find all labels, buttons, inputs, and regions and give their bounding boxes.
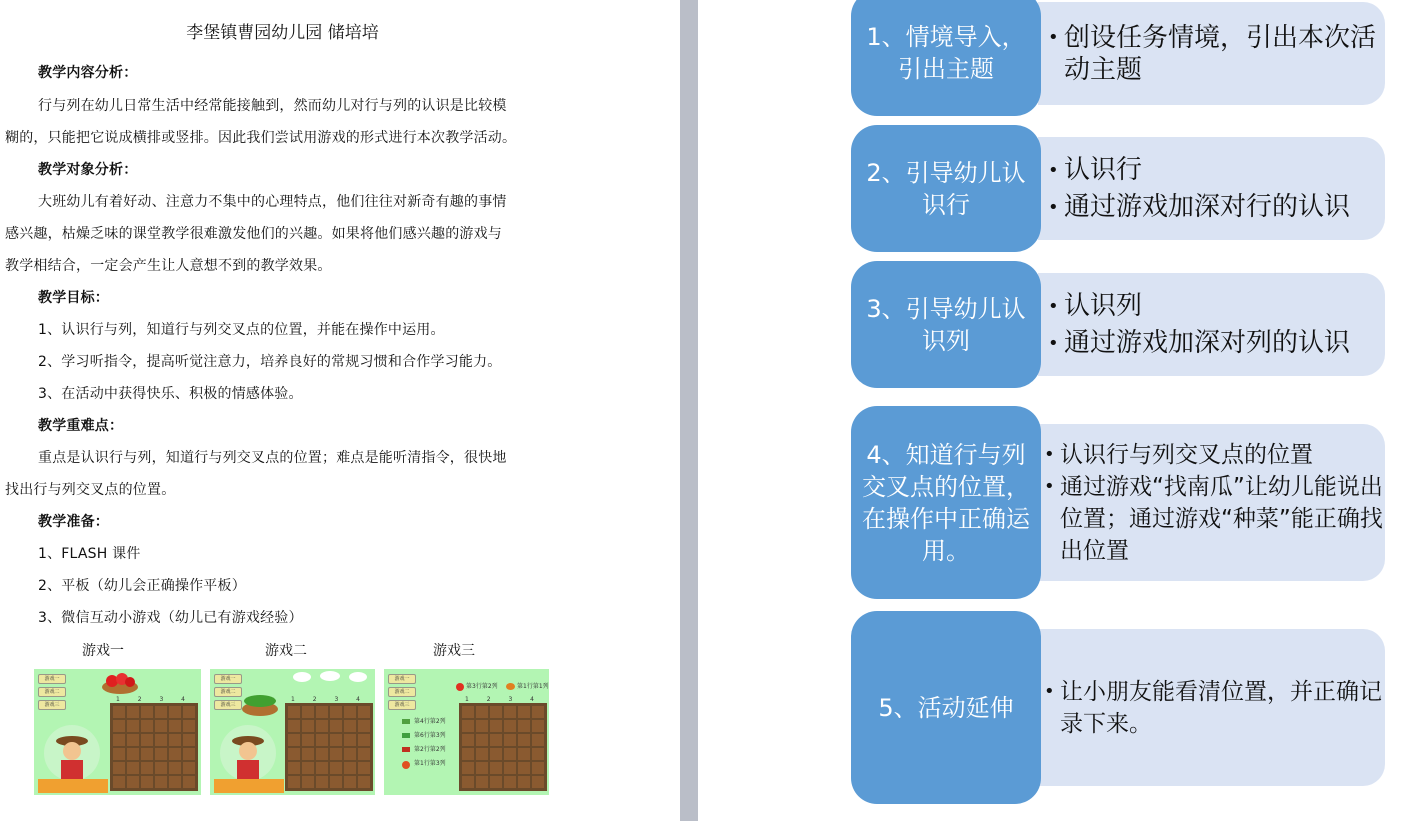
column-numbers: 1 2 3 4 [116,696,193,703]
vegetable-basket-icon [240,691,280,717]
grid-cell[interactable] [302,720,314,732]
grid-cell[interactable] [183,720,195,732]
game-caption: 游戏一 [82,643,124,659]
step-title: 4、知道行与列交叉点的位置，在操作中正确运用。 [862,440,1030,565]
cloud-icon [290,669,370,683]
game-caption: 游戏三 [433,643,475,659]
bullet-text: 通过游戏“找南瓜”让幼儿能说出位置；通过游戏“种菜”能正确找出位置 [1060,473,1383,564]
step-bullets-box [1038,137,1385,240]
grid-cell[interactable] [288,776,300,788]
bullet-item: • 认识行与列交叉点的位置 [1044,439,1385,471]
grid-cell[interactable] [113,748,125,760]
step-bullets-box [1038,629,1385,786]
grid-cell[interactable] [127,776,139,788]
grid-cell[interactable] [330,748,342,760]
grid-cell[interactable] [358,734,370,746]
grid-cell[interactable] [344,720,356,732]
paragraph-line: 大班幼儿有着好动、注意力不集中的心理特点，他们往往对新奇有趣的事情 [38,194,507,210]
grid-cell[interactable] [302,748,314,760]
grid-cell[interactable] [532,762,544,774]
grid-cell[interactable] [358,706,370,718]
grid-cell[interactable] [344,748,356,760]
grid-cell[interactable] [141,720,153,732]
grid-cell[interactable] [462,776,474,788]
bullet-item: • 通过游戏“找南瓜”让幼儿能说出位置；通过游戏“种菜”能正确找出位置 [1044,471,1385,567]
game-button: 游戏二 [38,687,66,697]
grid-cell[interactable] [518,748,530,760]
grid-cell[interactable] [490,734,502,746]
game-button: 游戏三 [214,700,242,710]
game-one-screenshot [34,669,201,795]
bullet-text: 通过游戏加深对行的认识 [1064,191,1351,222]
grid-cell[interactable] [113,706,125,718]
grid-cell[interactable] [113,734,125,746]
grid-cell[interactable] [288,748,300,760]
game-caption: 游戏二 [265,643,307,659]
grid-cell[interactable] [141,706,153,718]
grid-cell[interactable] [288,720,300,732]
grid-cell[interactable] [490,776,502,788]
grid-cell[interactable] [504,748,516,760]
grid-cell[interactable] [504,734,516,746]
grid-cell[interactable] [330,706,342,718]
grid-cell[interactable] [169,720,181,732]
grid-cell[interactable] [155,776,167,788]
grid-cell[interactable] [316,762,328,774]
game-grid [459,703,547,791]
grid-cell[interactable] [344,706,356,718]
grid-cell[interactable] [183,762,195,774]
list-item: 1、FLASH 课件 [38,546,141,562]
grid-cell[interactable] [476,748,488,760]
paragraph-line: 感兴趣，枯燥乏味的课堂教学很难激发他们的兴趣。如果将他们感兴趣的游戏与 [5,226,502,242]
bullet-text: 认识列 [1064,290,1143,321]
list-item: 1、认识行与列，知道行与列交叉点的位置，并能在操作中运用。 [38,322,445,338]
bullet-text: 认识行与列交叉点的位置 [1060,441,1313,468]
bullet-item: • 通过游戏加深对列的认识 [1048,325,1385,362]
grid-cell[interactable] [169,748,181,760]
document-title: 李堡镇曹园幼儿园 储培培 [186,23,379,43]
list-item: 2、平板（幼儿会正确操作平板） [38,578,246,594]
step-title: 2、引导幼儿认识行 [866,158,1026,219]
bullet-item: • 认识行 [1048,152,1385,189]
game-grid [285,703,373,791]
grid-cell[interactable] [169,762,181,774]
grid-cell[interactable] [504,706,516,718]
grid-cell[interactable] [476,734,488,746]
step-title-box [851,125,1041,252]
grid-cell[interactable] [127,762,139,774]
grid-cell[interactable] [127,734,139,746]
grid-cell[interactable] [183,776,195,788]
grid-cell[interactable] [358,776,370,788]
task-label: 第4行第2列 [414,718,446,725]
grid-cell[interactable] [302,706,314,718]
farmer-icon [210,719,288,795]
step-title-box [851,406,1041,599]
bullet-item: • 让小朋友能看清位置，并正确记录下来。 [1044,676,1385,740]
pumpkin-icon [506,683,515,690]
grid-cell[interactable] [169,776,181,788]
step-title: 3、引导幼儿认识列 [866,294,1026,355]
grid-cell[interactable] [518,776,530,788]
game-button: 游戏三 [388,700,416,710]
grid-cell[interactable] [316,720,328,732]
bullet-text: 创设任务情境，引出本次活动主题 [1064,22,1377,85]
grid-cell[interactable] [155,706,167,718]
game-two-screenshot [210,669,375,795]
task-label: 第6行第3列 [414,732,446,739]
grid-cell[interactable] [518,734,530,746]
section-heading: 教学内容分析： [38,65,138,81]
grid-cell[interactable] [462,748,474,760]
bullet-item: • 创设任务情境，引出本次活动主题 [1048,22,1385,86]
grid-cell[interactable] [302,762,314,774]
section-heading: 教学重难点： [38,418,124,434]
grid-cell[interactable] [155,762,167,774]
grid-cell[interactable] [169,706,181,718]
game-button: 游戏一 [38,674,66,684]
game-button: 游戏一 [388,674,416,684]
farmer-icon [34,719,112,795]
grid-cell[interactable] [302,776,314,788]
bullet-item: • 通过游戏加深对行的认识 [1048,189,1385,226]
game-button: 游戏二 [388,687,416,697]
vegetable-icon [402,747,410,752]
list-item: 2、学习听指令，提高听觉注意力，培养良好的常规习惯和合作学习能力。 [38,354,502,370]
grid-cell[interactable] [141,776,153,788]
paragraph-line: 行与列在幼儿日常生活中经常能接触到，然而幼儿对行与列的认识是比较模 [38,98,507,114]
section-heading: 教学对象分析： [38,162,138,178]
grid-cell[interactable] [288,734,300,746]
grid-cell[interactable] [330,720,342,732]
grid-cell[interactable] [316,734,328,746]
step-title-box [851,611,1041,804]
grid-cell[interactable] [302,734,314,746]
grid-cell[interactable] [288,762,300,774]
step-title-box [851,261,1041,388]
grid-cell[interactable] [344,734,356,746]
grid-cell[interactable] [316,776,328,788]
grid-cell[interactable] [490,748,502,760]
task-label: 第1行第3列 [414,760,446,767]
lesson-flow-diagram [698,0,1404,821]
grid-cell[interactable] [462,762,474,774]
game-button: 游戏三 [38,700,66,710]
grid-cell[interactable] [127,748,139,760]
list-item: 3、在活动中获得快乐、积极的情感体验。 [38,386,303,402]
grid-cell[interactable] [532,776,544,788]
grid-cell[interactable] [155,720,167,732]
grid-cell[interactable] [476,706,488,718]
step-title: 5、活动延伸 [878,693,1014,722]
grid-cell[interactable] [288,706,300,718]
bullet-text: 让小朋友能看清位置，并正确记录下来。 [1060,678,1382,737]
tomato-icon [402,761,410,769]
step-bullets-box [1038,273,1385,376]
grid-cell[interactable] [127,706,139,718]
grid-cell[interactable] [113,720,125,732]
grid-cell[interactable] [183,748,195,760]
game-button: 游戏二 [214,687,242,697]
page-divider [680,0,698,821]
vegetable-icon [402,733,410,738]
grid-cell[interactable] [476,762,488,774]
grid-cell[interactable] [141,762,153,774]
grid-cell[interactable] [358,748,370,760]
grid-cell[interactable] [127,720,139,732]
grid-cell[interactable] [462,734,474,746]
grid-cell[interactable] [141,734,153,746]
grid-cell[interactable] [330,762,342,774]
grid-cell[interactable] [518,720,530,732]
task-label: 第2行第2列 [414,746,446,753]
bullet-text: 通过游戏加深对列的认识 [1064,327,1351,358]
grid-cell[interactable] [490,706,502,718]
paragraph-line: 糊的，只能把它说成横排或竖排。因此我们尝试用游戏的形式进行本次教学活动。 [5,130,517,146]
step-title: 1、情境导入，引出主题 [866,23,1026,83]
grid-cell[interactable] [316,748,328,760]
bullet-text: 认识行 [1064,154,1143,185]
document-page [0,0,680,821]
step-bullets-box [1038,424,1385,581]
grid-cell[interactable] [344,762,356,774]
grid-cell[interactable] [462,706,474,718]
grid-cell[interactable] [532,706,544,718]
grid-cell[interactable] [504,762,516,774]
grid-cell[interactable] [518,762,530,774]
grid-cell[interactable] [462,720,474,732]
grid-cell[interactable] [518,706,530,718]
section-heading: 教学准备： [38,514,109,530]
paragraph-line: 重点是认识行与列，知道行与列交叉点的位置；难点是能听清指令，很快地 [38,450,507,466]
grid-cell[interactable] [532,748,544,760]
grid-cell[interactable] [155,748,167,760]
grid-cell[interactable] [490,762,502,774]
grid-cell[interactable] [183,734,195,746]
game-button: 游戏一 [214,674,242,684]
game-grid [110,703,198,791]
column-numbers: 1 2 3 4 [465,696,542,703]
grid-cell[interactable] [183,706,195,718]
task-label: 第1行第1列 [517,683,549,690]
grid-cell[interactable] [504,776,516,788]
grid-cell[interactable] [532,720,544,732]
grid-cell[interactable] [476,720,488,732]
grid-cell[interactable] [344,776,356,788]
step-title-box [851,0,1041,116]
grid-cell[interactable] [169,734,181,746]
grid-cell[interactable] [113,776,125,788]
game-three-screenshot [384,669,549,795]
grid-cell[interactable] [358,720,370,732]
grid-cell[interactable] [504,720,516,732]
step-bullets-box [1038,2,1385,105]
grid-cell[interactable] [316,706,328,718]
tomato-basket-icon [100,669,140,695]
grid-cell[interactable] [490,720,502,732]
grid-cell[interactable] [141,748,153,760]
vegetable-icon [402,719,410,724]
grid-cell[interactable] [155,734,167,746]
column-numbers: 1 2 3 4 [291,696,368,703]
section-heading: 教学目标： [38,290,109,306]
grid-cell[interactable] [532,734,544,746]
list-item: 3、微信互动小游戏（幼儿已有游戏经验） [38,610,303,626]
tomato-icon [456,683,464,691]
grid-cell[interactable] [330,734,342,746]
bullet-item: • 认识列 [1048,288,1385,325]
task-label: 第3行第2列 [466,683,498,690]
grid-cell[interactable] [330,776,342,788]
paragraph-line: 教学相结合，一定会产生让人意想不到的教学效果。 [5,258,332,274]
grid-cell[interactable] [113,762,125,774]
grid-cell[interactable] [476,776,488,788]
paragraph-line: 找出行与列交叉点的位置。 [5,482,176,498]
grid-cell[interactable] [358,762,370,774]
